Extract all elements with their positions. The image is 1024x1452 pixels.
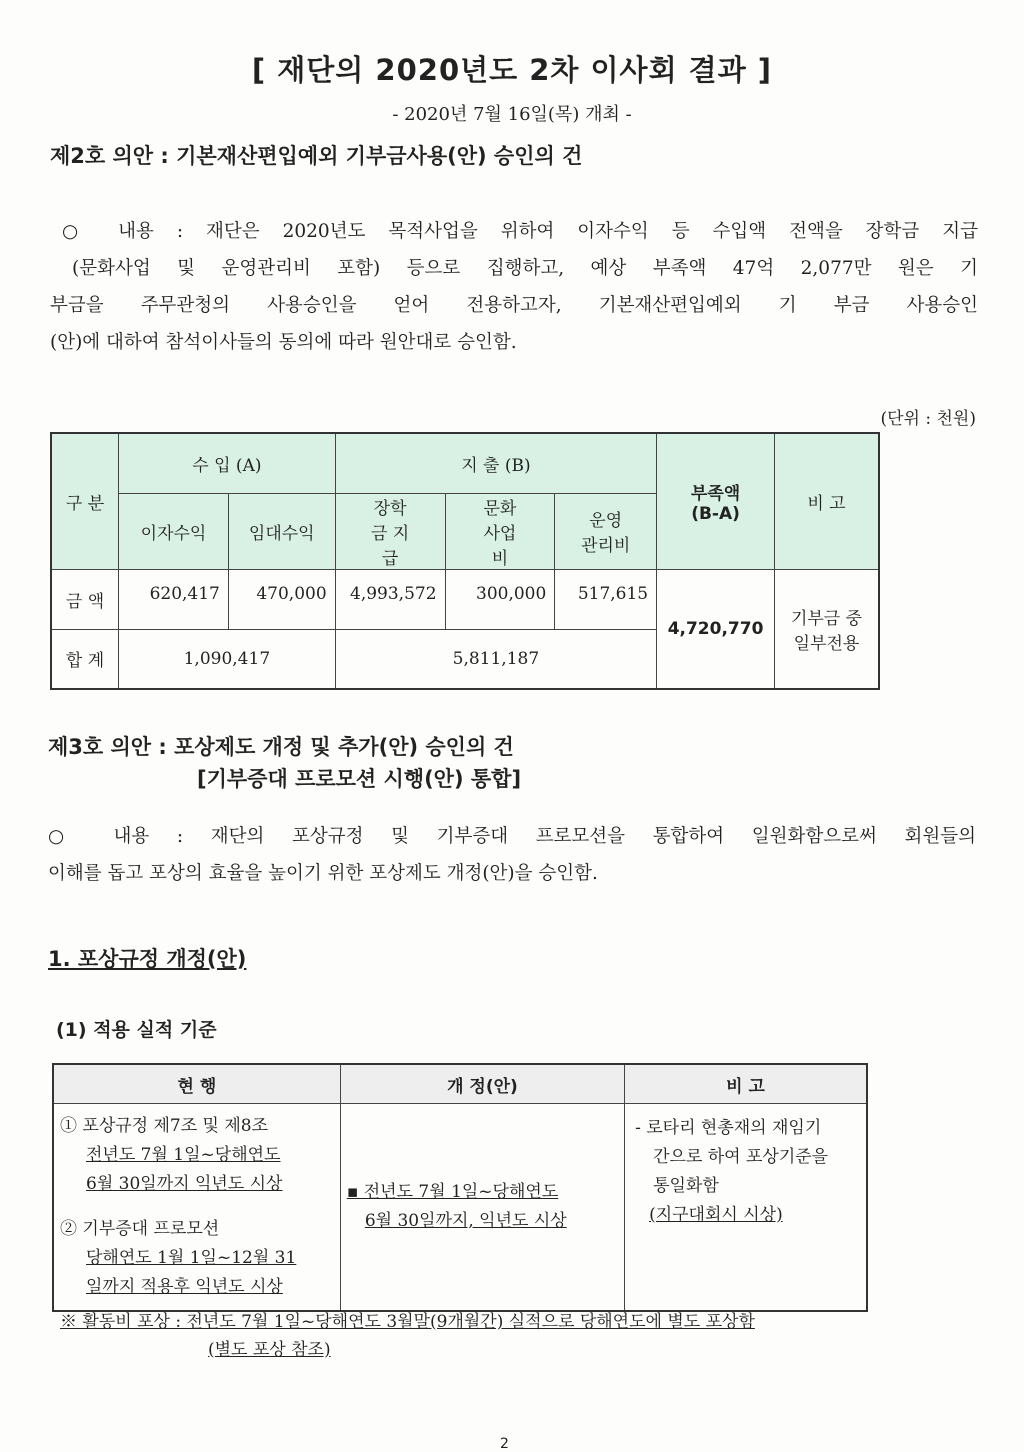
agenda3-title: 제3호 의안 : 포상제도 개정 및 추가(안) 승인의 건 (48, 735, 514, 759)
current-cell (53, 1104, 340, 1312)
remark-line3: 통일화함 (653, 1176, 719, 1196)
interest-income-amount: 620,417 (119, 569, 229, 629)
agenda3-content (48, 818, 976, 892)
remark-cell (625, 1104, 867, 1312)
operation-expense-amount: 517,615 (555, 569, 657, 629)
expense-header: 지 출 (B) (335, 433, 656, 493)
rental-income-amount: 470,000 (228, 569, 335, 629)
current-item1-title: ① 포상규정 제7조 및 제8조 (60, 1116, 269, 1136)
current-item2-title: ② 기부증대 프로모션 (60, 1219, 220, 1239)
total-label: 합 계 (51, 629, 119, 689)
agenda2-content (50, 213, 978, 361)
agenda2-line-1: ○ 내용 : 재단은 2020년도 목적사업을 위하여 이자수익 등 수입액 전액을 장학금 지급 (62, 221, 978, 242)
scholarship-header: 장학금 지급 (335, 493, 445, 569)
revised-line1: ▪ 전년도 7월 1일~당해연도 (346, 1182, 559, 1202)
remark-header: 비 고 (774, 433, 879, 569)
activity-note: ※ 활동비 포상 : 전년도 7월 1일~당해연도 3월말(9개월간) 실적으로 당해연도에 별도 포상함 (60, 1312, 755, 1332)
subsection1-heading: (1) 적용 실적 기준 (56, 1019, 217, 1041)
agenda2-line-3: 부금을 주무관청의 사용승인을 얻어 전용하고자, 기본재산편입예외 기 부금 사용승인 (50, 295, 978, 316)
operation-expense-header: 운영 관리비 (555, 493, 657, 569)
current-item2-line1: 당해연도 1월 1일~12월 31 (86, 1248, 297, 1268)
current-header: 현 행 (53, 1064, 340, 1104)
remark-text: 기부금 중 일부전용 (774, 569, 879, 689)
agenda2-title: 제2호 의안 : 기본재산편입예외 기부금사용(안) 승인의 건 (50, 144, 583, 168)
remark-line1: - 로타리 현총재의 재임기 (635, 1118, 822, 1138)
scholarship-amount: 4,993,572 (335, 569, 445, 629)
amount-label: 금 액 (51, 569, 119, 629)
revised-line2: 6월 30일까지, 익년도 시상 (364, 1211, 567, 1231)
expense-total: 5,811,187 (335, 629, 656, 689)
criteria-table (52, 1063, 868, 1312)
remark-line2: 간으로 하여 포상기준을 (653, 1147, 829, 1167)
agenda2-line-2: (문화사업 및 운영관리비 포함) 등으로 집행하고, 예상 부족액 47억 2,077만 원은 기 (72, 258, 978, 279)
income-total: 1,090,417 (119, 629, 336, 689)
culture-expense-header: 문화 사업비 (445, 493, 555, 569)
page-number: 2 (500, 1436, 509, 1452)
deficit-amount: 4,720,770 (657, 569, 775, 689)
agenda3-subtitle: [기부증대 프로모션 시행(안) 통합] (197, 767, 522, 791)
meeting-date: - 2020년 7월 16일(목) 개최 - (392, 104, 632, 125)
culture-expense-amount: 300,000 (445, 569, 555, 629)
agenda3-line-2: 이해를 돕고 포상의 효율을 높이기 위한 포상제도 개정(안)을 승인함. (48, 863, 598, 884)
remark-header-2: 비 고 (625, 1064, 867, 1104)
section1-heading: 1. 포상규정 개정(안) (48, 947, 247, 971)
deficit-header: 부족액 (B-A) (657, 433, 775, 569)
revised-header: 개 정(안) (340, 1064, 624, 1104)
page-title: [ 재단의 2020년도 2차 이사회 결과 ] (251, 53, 773, 87)
rental-income-header: 임대수익 (228, 493, 335, 569)
revised-cell (340, 1104, 624, 1312)
agenda3-line-1: ○ 내용 : 재단의 포상규정 및 기부증대 프로모션을 통합하여 일원화함으로써 회원들의 (48, 826, 976, 847)
current-item1-line2: 6월 30일까지 익년도 시상 (86, 1174, 283, 1194)
activity-note-ref: (별도 포상 참조) (208, 1340, 331, 1360)
remark-line4: (지구대회시 시상) (649, 1205, 783, 1225)
budget-table (50, 432, 880, 690)
category-header: 구 분 (51, 433, 119, 569)
income-header: 수 입 (A) (119, 433, 336, 493)
current-item1-line1: 전년도 7월 1일~당해연도 (86, 1145, 281, 1165)
current-item2-line2: 일까지 적용후 익년도 시상 (86, 1277, 283, 1297)
unit-label: (단위 : 천원) (880, 409, 976, 429)
agenda2-line-4: (안)에 대하여 참석이사들의 동의에 따라 원안대로 승인함. (50, 332, 517, 353)
interest-income-header: 이자수익 (119, 493, 229, 569)
